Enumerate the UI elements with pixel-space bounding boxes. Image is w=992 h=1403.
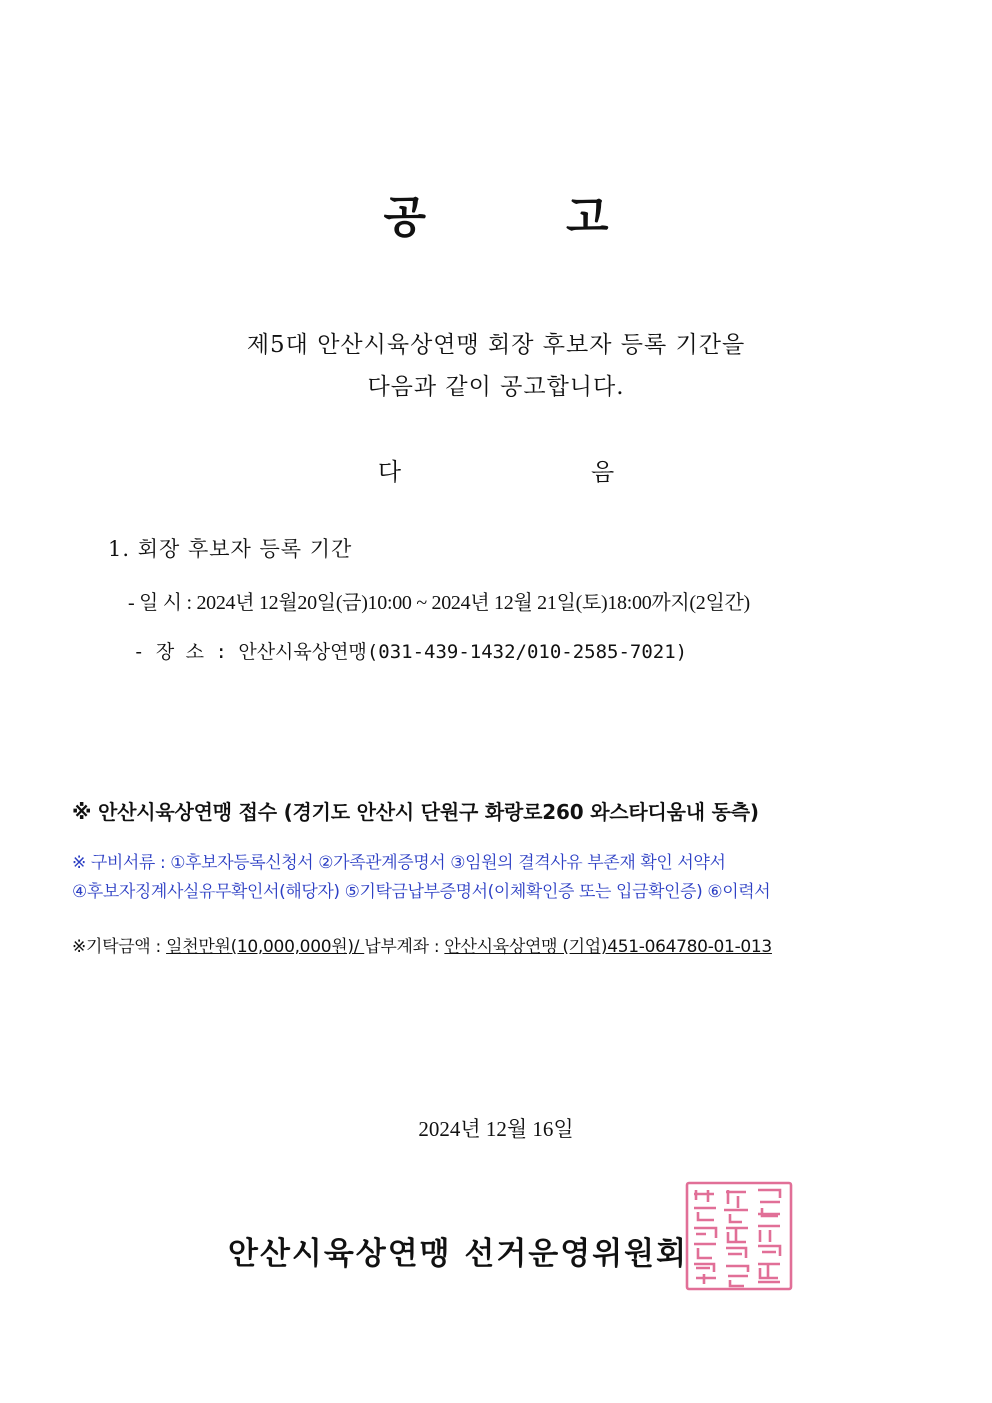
notice-date: 2024년 12월 16일 bbox=[418, 1117, 574, 1141]
deposit-account: 안산시육상연맹 (기업)451-064780-01-013 bbox=[444, 937, 772, 957]
notice-title bbox=[0, 188, 992, 248]
account-label: 납부계좌 : bbox=[364, 937, 445, 957]
title-char-1: 공 bbox=[383, 192, 426, 243]
reception-notice: ※ 안산시육상연맹 접수 (경기도 안산시 단원구 화랑로260 와스타디움내 동측) bbox=[72, 800, 759, 824]
issuer-signature: 안산시육상연맹 선거운영위원회 bbox=[228, 1236, 689, 1272]
section-marker-char-1: 다 bbox=[377, 458, 401, 486]
registration-place: - 장 소 : 안산시육상연맹(031-439-1432/010-2585-7021) bbox=[133, 641, 688, 663]
registration-period: - 일 시 : 2024년 12월20일(금)10:00 ~ 2024년 12월 21일(토)18:00까지(2일간) bbox=[128, 592, 750, 614]
required-documents-line-1: ※ 구비서류 : ①후보자등록신청서 ②가족관계증명서 ③임원의 결격사유 부존재 확인 서약서 bbox=[72, 853, 726, 873]
section-marker bbox=[0, 452, 992, 487]
title-char-2: 고 bbox=[566, 192, 609, 243]
section-1-heading: 1. 회장 후보자 등록 기간 bbox=[108, 537, 353, 561]
required-documents-line-2: ④후보자징계사실유무확인서(해당자) ⑤기탁금납부증명서(이체확인증 또는 입금확인증) ⑥이력서 bbox=[72, 882, 771, 902]
deposit-prefix: ※기탁금액 : bbox=[72, 937, 167, 957]
intro-line-1: 제5대 안산시육상연맹 회장 후보자 등록 기간을 bbox=[246, 332, 746, 358]
intro-line-2: 다음과 같이 공고합니다. bbox=[367, 374, 625, 400]
deposit-amount: 일천만원(10,000,000원)/ bbox=[166, 937, 365, 957]
official-seal-stamp bbox=[684, 1180, 794, 1292]
section-marker-char-2: 음 bbox=[591, 458, 615, 486]
deposit-info bbox=[72, 932, 772, 957]
